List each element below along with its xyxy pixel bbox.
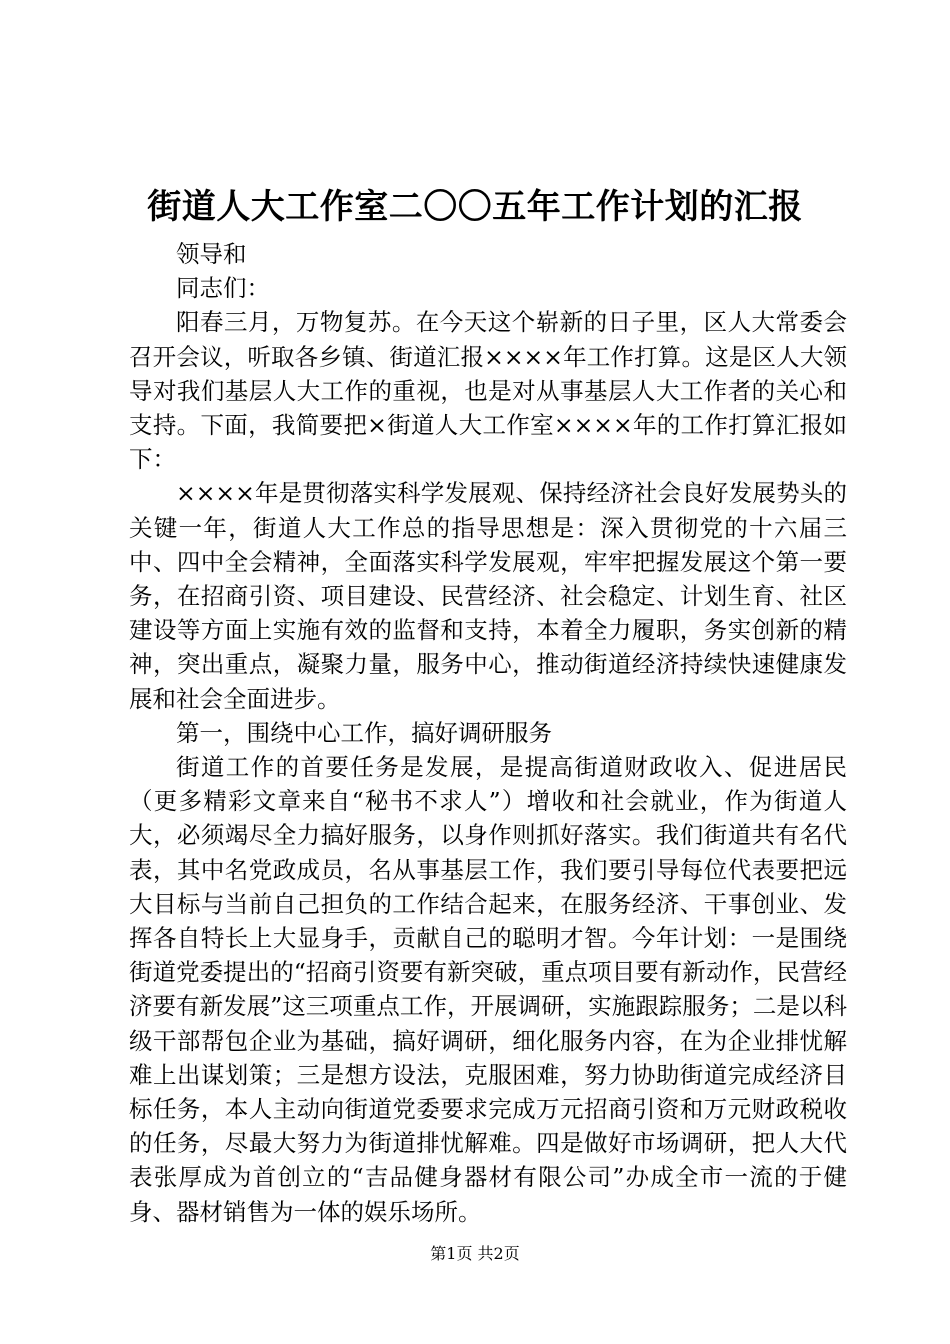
- paragraph-first-section: 街道工作的首要任务是发展，是提高街道财政收入、促进居民（更多精彩文章来自“秘书不求人”）增收和社会就业，作为街道人大，必须竭尽全力搞好服务，以身作则抓好落实。我们街道共有名代表，其中名党政成员，名从事基层工作，我们要引导每位代表要把远大目标与当前自己担负的工作结合起来，在服务经济、干事创业、发挥各自特长上大显身手，贡献自己的聪明才智。今年计划：一是围绕街道党委提出的“招商引资要有新突破，重点项目要有新动作，民营经济要有新发展”这三项重点工作，开展调研，实施跟踪服务；二是以科级干部帮包企业为基础，搞好调研，细化服务内容，在为企业排忧解难上出谋划策；三是想方设法，克服困难，努力协助街道完成经济目标任务，本人主动向街道党委要求完成万元招商引资和万元财政税收的任务，尽最大努力为街道排忧解难。四是做好市场调研，把人大代表张厚成为首创立的“吉品健身器材有限公司”办成全市一流的于健身、器材销售为一体的娱乐场所。: [129, 753, 847, 1226]
- salutation-line-2: 同志们：: [176, 274, 270, 303]
- document-title: 街道人大工作室二〇〇五年工作计划的汇报: [147, 187, 803, 227]
- paragraph-intro: 阳春三月，万物复苏。在今天这个崭新的日子里，区人大常委会召开会议，听取各乡镇、街道汇报××××年工作打算。这是区人大领导对我们基层人大工作的重视，也是对从事基层人大工作者的关心和支持。下面，我简要把×街道人大工作室××××年的工作打算汇报如下：: [129, 308, 847, 474]
- section-heading-first: 第一，围绕中心工作，搞好调研服务: [176, 718, 552, 747]
- paragraph-guiding-thought: ××××年是贯彻落实科学发展观、保持经济社会良好发展势头的关键一年，街道人大工作总的指导思想是：深入贯彻党的十六届三中、四中全会精神，全面落实科学发展观，牢牢把握发展这个第一要务，在招商引资、项目建设、民营经济、社会稳定、计划生育、社区建设等方面上实施有效的监督和支持，本着全力履职，务实创新的精神，突出重点，凝聚力量，服务中心，推动街道经济持续快速健康发展和社会全面进步。: [129, 479, 847, 713]
- document-body: [129, 237, 847, 1229]
- salutation-line-1: 领导和: [176, 240, 247, 268]
- page-footer: 第1页 共2页: [430, 1244, 520, 1263]
